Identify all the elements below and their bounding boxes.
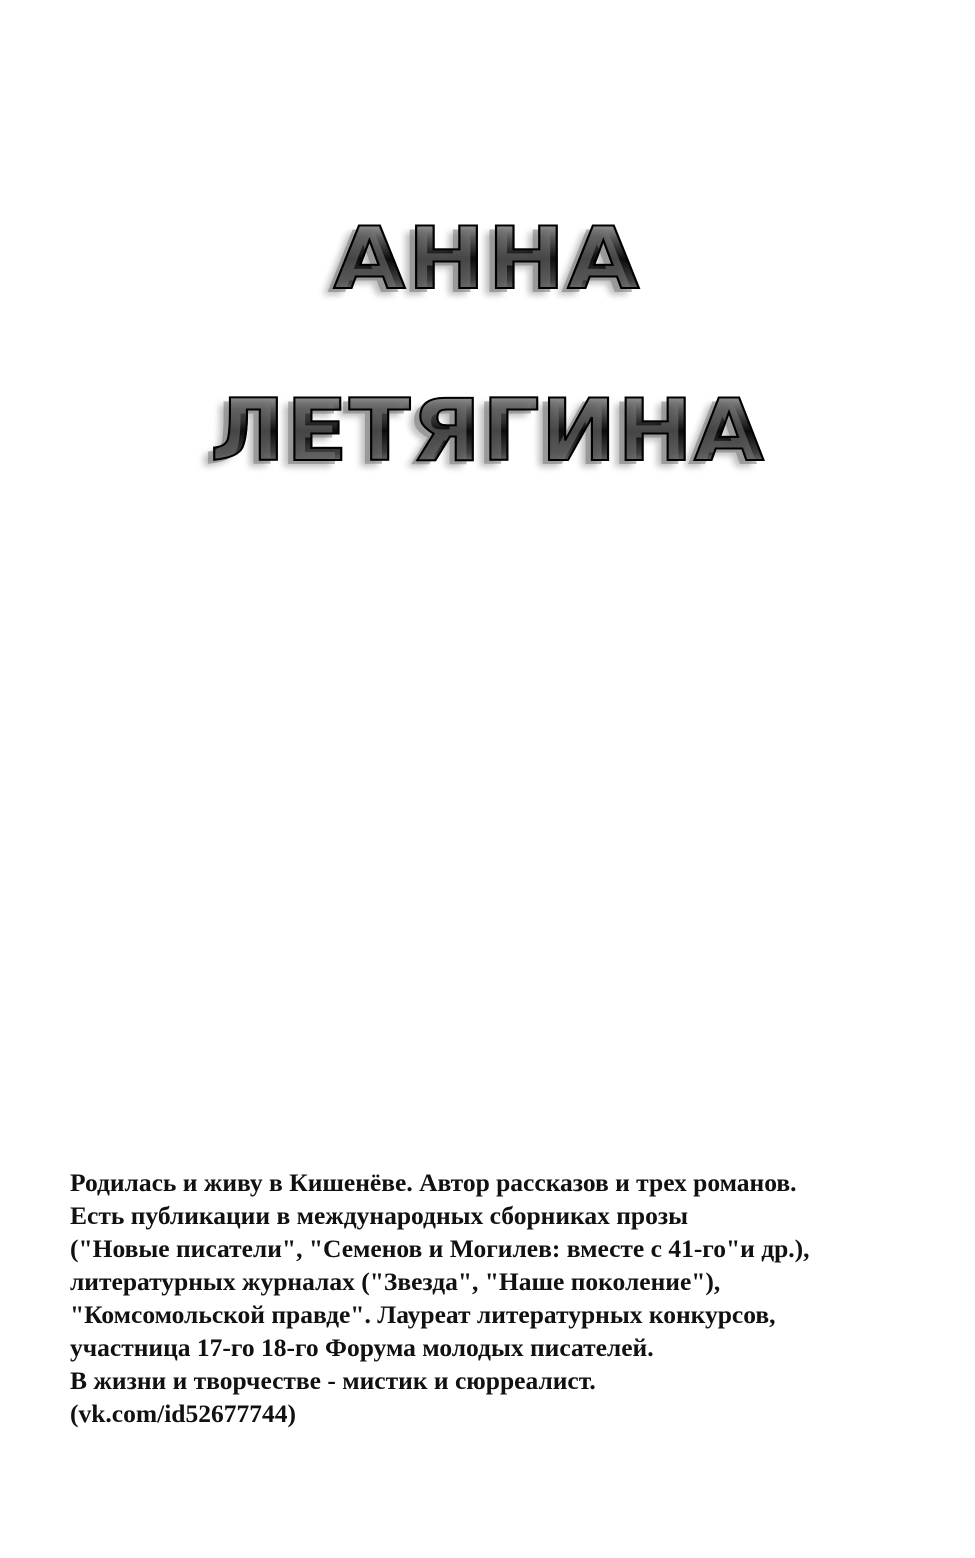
bio-line: Есть публикации в международных сборниках прозы	[70, 1201, 689, 1230]
author-bio	[70, 1166, 930, 1430]
bio-line: Родилась и живу в Кишенёве. Автор рассказов и трех романов.	[70, 1168, 797, 1197]
bio-line: В жизни и творчестве - мистик и сюрреалист.	[70, 1366, 596, 1395]
author-last-name: ЛЕТЯГИНА	[0, 388, 975, 474]
bio-link: (vk.com/id52677744)	[70, 1399, 296, 1428]
bio-line: литературных журналах ("Звезда", "Наше поколение"),	[70, 1267, 721, 1296]
bio-line: участница 17-го 18-го Форума молодых писателей.	[70, 1333, 654, 1362]
author-first-name: АННА	[0, 216, 975, 302]
bio-line: ("Новые писатели", "Семенов и Могилев: вместе с 41-го"и др.),	[70, 1234, 810, 1263]
bio-line: "Комсомольской правде". Лауреат литературных конкурсов,	[70, 1300, 776, 1329]
